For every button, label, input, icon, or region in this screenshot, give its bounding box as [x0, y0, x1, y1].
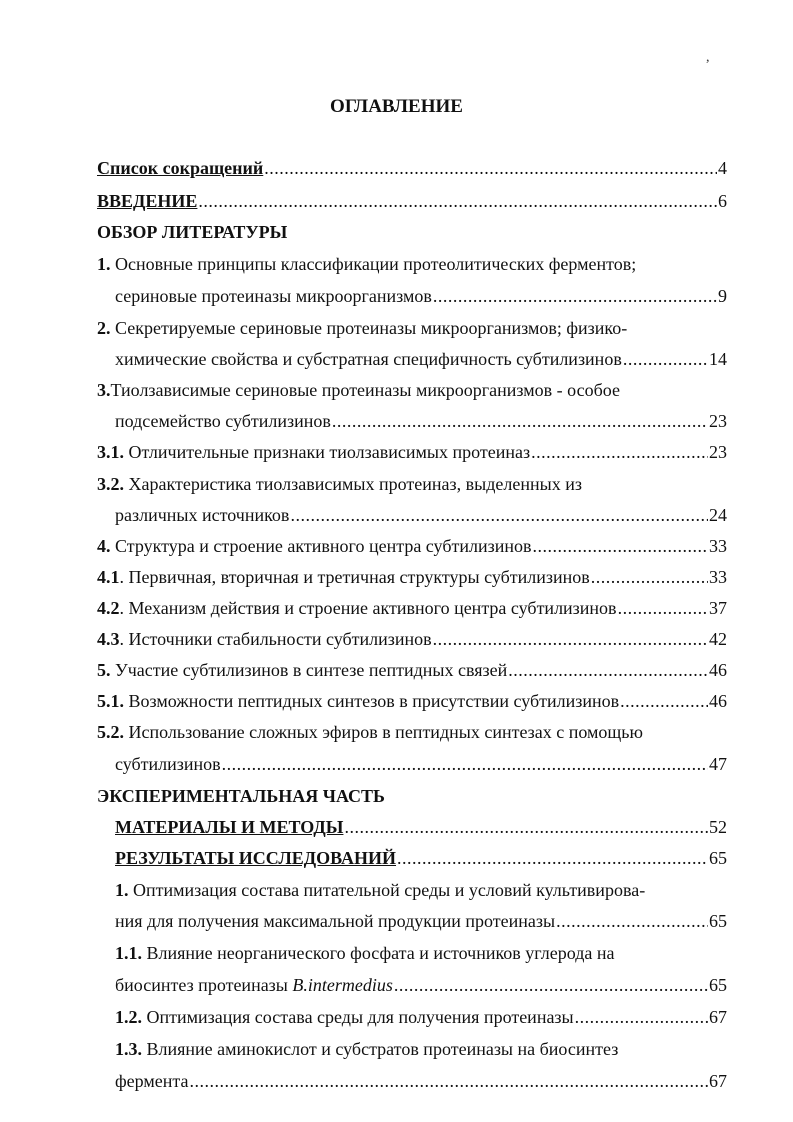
- page-number: 23: [709, 442, 727, 462]
- section-number: 3.: [97, 380, 111, 400]
- toc-text: Влияние аминокислот и субстратов протеиназы на биосинтез: [142, 1039, 619, 1059]
- toc-entry-methods[interactable]: [115, 817, 727, 839]
- page-number: 9: [718, 286, 727, 306]
- dot-leader: [531, 442, 708, 464]
- toc-text: субтилизинов: [115, 754, 221, 774]
- toc-label: . Первичная, вторичная и третичная структуры субтилизинов: [119, 567, 590, 587]
- page-number: 46: [709, 660, 727, 680]
- section-number: 4.1: [97, 567, 120, 587]
- toc-text: [97, 567, 590, 589]
- dot-leader: [264, 158, 717, 180]
- toc-label: ВВЕДЕНИЕ: [97, 191, 198, 211]
- toc-text: [97, 536, 531, 558]
- toc-text: [97, 660, 507, 682]
- page-number: 33: [709, 536, 727, 556]
- toc-text: Основные принципы классификации протеолитических ферментов;: [110, 254, 637, 274]
- dot-leader: [433, 286, 717, 308]
- section-heading-review: ОБЗОР ЛИТЕРАТУРЫ: [97, 222, 288, 242]
- dot-leader: [591, 567, 708, 589]
- toc-entry-introduction[interactable]: [97, 191, 727, 213]
- toc-text: [97, 442, 530, 464]
- species-name: B.intermedius: [292, 975, 393, 995]
- dot-leader: [575, 1007, 708, 1029]
- page-number: 24: [709, 505, 727, 525]
- toc-entry-4-3[interactable]: [97, 629, 727, 651]
- toc-entry-r1-1-line2[interactable]: [115, 975, 727, 997]
- section-number: 4.2: [97, 598, 120, 618]
- toc-text: Использование сложных эфиров в пептидных синтезах с помощью: [124, 722, 643, 742]
- dot-leader: [532, 536, 708, 558]
- toc-text: Тиолзависимые сериновые протеиназы микроорганизмов - особое: [110, 380, 620, 400]
- page-number: 42: [709, 629, 727, 649]
- toc-entry-r1-3-line1[interactable]: [115, 1039, 618, 1061]
- toc-label: Отличительные признаки тиолзависимых протеиназ: [124, 442, 531, 462]
- page-number: 52: [709, 817, 727, 837]
- toc-entry-4-2[interactable]: [97, 598, 727, 620]
- toc-entry-1-line1[interactable]: [97, 254, 636, 276]
- toc-entry-5[interactable]: [97, 660, 727, 682]
- section-number: 5.2.: [97, 722, 124, 742]
- section-number: 5.1.: [97, 691, 124, 711]
- dot-leader: [397, 848, 708, 870]
- toc-entry-2-line2[interactable]: [115, 349, 727, 371]
- toc-label: МАТЕРИАЛЫ И МЕТОДЫ: [115, 817, 344, 837]
- section-number: 5.: [97, 660, 111, 680]
- toc-text: [115, 1007, 574, 1029]
- toc-text: Характеристика тиолзависимых протеиназ, выделенных из: [124, 474, 582, 494]
- dot-leader: [332, 411, 708, 433]
- toc-entry-5-2-line2[interactable]: [115, 754, 727, 776]
- section-number: 4.3: [97, 629, 120, 649]
- page-number: 23: [709, 411, 727, 431]
- toc-label: биосинтез протеиназы: [115, 975, 293, 995]
- toc-text: Влияние неорганического фосфата и источников углерода на: [142, 943, 615, 963]
- toc-entry-results[interactable]: [115, 848, 727, 870]
- toc-label: Список сокращений: [97, 158, 264, 178]
- toc-entry-2-line1[interactable]: [97, 318, 627, 340]
- dot-leader: [618, 598, 708, 620]
- toc-label: . Механизм действия и строение активного центра субтилизинов: [119, 598, 617, 618]
- section-number: 1.: [115, 880, 129, 900]
- toc-label: Структура и строение активного центра субтилизинов: [110, 536, 532, 556]
- toc-entry-4[interactable]: [97, 536, 727, 558]
- toc-label: РЕЗУЛЬТАТЫ ИССЛЕДОВАНИЙ: [115, 848, 397, 868]
- toc-text: [115, 975, 393, 997]
- page-number: 6: [718, 191, 727, 211]
- page-number: 47: [709, 754, 727, 774]
- toc-text: Оптимизация состава питательной среды и условий культивирова-: [128, 880, 646, 900]
- toc-label: . Источники стабильности субтилизинов: [119, 629, 432, 649]
- page-number: 4: [718, 158, 727, 178]
- dot-leader: [222, 754, 708, 776]
- toc-text: [97, 691, 619, 713]
- page-title: ОГЛАВЛЕНИЕ: [330, 96, 463, 117]
- toc-entry-3-line2[interactable]: [115, 411, 727, 433]
- toc-label: Оптимизация состава среды для получения протеиназы: [142, 1007, 574, 1027]
- dot-leader: [344, 817, 708, 839]
- toc-text: [97, 598, 617, 620]
- page-number: 37: [709, 598, 727, 618]
- section-number: 2.: [97, 318, 111, 338]
- section-number: 1.: [97, 254, 111, 274]
- toc-text: ния для получения максимальной продукции протеиназы: [115, 911, 556, 931]
- page-number: 65: [709, 975, 727, 995]
- section-number: 3.1.: [97, 442, 124, 462]
- page-number: 65: [709, 848, 727, 868]
- page-number: 67: [709, 1007, 727, 1027]
- toc-entry-r1-2[interactable]: [115, 1007, 727, 1029]
- toc-entry-r1-1-line1[interactable]: [115, 943, 615, 965]
- toc-text: химические свойства и субстратная специфичность субтилизинов: [115, 349, 622, 369]
- toc-entry-3-1[interactable]: [97, 442, 727, 464]
- toc-entry-3-2-line1[interactable]: [97, 474, 582, 496]
- dot-leader: [620, 691, 708, 713]
- toc-text: сериновые протеиназы микроорганизмов: [115, 286, 432, 306]
- toc-text: фермента: [115, 1071, 189, 1091]
- section-number: 1.3.: [115, 1039, 142, 1059]
- toc-entry-r1-line1[interactable]: [115, 880, 645, 902]
- dot-leader: [290, 505, 708, 527]
- dot-leader: [198, 191, 717, 213]
- dot-leader: [623, 349, 708, 371]
- section-number: 3.2.: [97, 474, 124, 494]
- section-number: 1.1.: [115, 943, 142, 963]
- dot-leader: [394, 975, 708, 997]
- page-number: 67: [709, 1071, 727, 1091]
- toc-text: [97, 629, 432, 651]
- toc-entry-abbreviations[interactable]: [97, 158, 727, 180]
- section-number: 4.: [97, 536, 111, 556]
- toc-entry-r1-3-line2[interactable]: [115, 1071, 727, 1093]
- toc-entry-4-1[interactable]: [97, 567, 727, 589]
- section-number: 1.2.: [115, 1007, 142, 1027]
- toc-text: различных источников: [115, 505, 290, 525]
- toc-entry-5-1[interactable]: [97, 691, 727, 713]
- page-number: 14: [709, 349, 727, 369]
- dot-leader: [433, 629, 708, 651]
- dot-leader: [508, 660, 708, 682]
- toc-text: Секретируемые сериновые протеиназы микроорганизмов; физико-: [110, 318, 628, 338]
- toc-entry-3-line1[interactable]: [97, 380, 620, 402]
- page-number: 46: [709, 691, 727, 711]
- toc-entry-5-2-line1[interactable]: [97, 722, 643, 744]
- page-number: 65: [709, 911, 727, 931]
- page-number: 33: [709, 567, 727, 587]
- dot-leader: [189, 1071, 708, 1093]
- toc-entry-r1-line2[interactable]: [115, 911, 727, 933]
- stray-mark: ,: [706, 50, 710, 65]
- toc-label: Возможности пептидных синтезов в присутствии субтилизинов: [124, 691, 620, 711]
- toc-entry-1-line2[interactable]: [115, 286, 727, 308]
- toc-text: подсемейство субтилизинов: [115, 411, 331, 431]
- toc-entry-3-2-line2[interactable]: [115, 505, 727, 527]
- section-heading-experimental: ЭКСПЕРИМЕНТАЛЬНАЯ ЧАСТЬ: [97, 786, 385, 806]
- dot-leader: [556, 911, 708, 933]
- toc-label: Участие субтилизинов в синтезе пептидных связей: [110, 660, 508, 680]
